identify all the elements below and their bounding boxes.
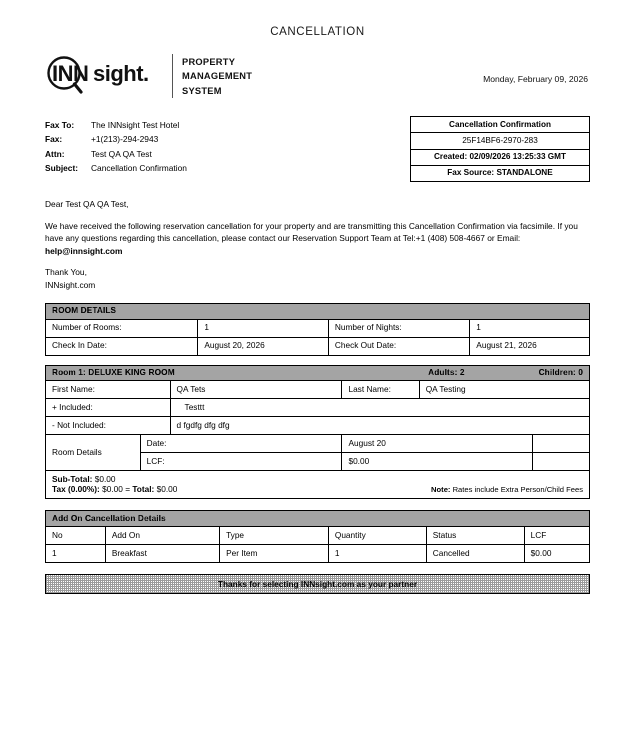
check-in-date-value: August 20, 2026 xyxy=(198,337,329,355)
room-totals-row xyxy=(46,471,590,499)
table-row xyxy=(46,381,590,399)
fax-attn-label: Attn: xyxy=(45,148,65,159)
room-totals-cell xyxy=(46,471,590,499)
fax-to-label: Fax To: xyxy=(45,120,75,130)
room-totals-amounts xyxy=(52,475,177,495)
fax-to-value: The INNsight Test Hotel xyxy=(91,120,180,130)
confirmation-number: 25F14BF6-2970-283 xyxy=(411,133,589,149)
footer-banner: Thanks for selecting INNsight.com as your partner xyxy=(45,574,590,594)
check-out-date-value: August 21, 2026 xyxy=(470,337,590,355)
not-included-value: d fgdfg dfg dfg xyxy=(170,417,589,435)
letter-paragraph-text: We have received the following reservation cancellation for your property and are transmitting this Cancellation Confirmation via facsimile. If you have any questions regarding this cancellation, please contact our Reservation Support Team at Tel:+1 (408) 508-4667 or Email: xyxy=(45,220,578,244)
room-heading-cell xyxy=(46,365,590,381)
support-email: help@innsight.com xyxy=(45,245,123,256)
table-row xyxy=(46,337,590,355)
confirmation-heading: Cancellation Confirmation xyxy=(411,117,589,133)
brand-tagline-line-3: SYSTEM xyxy=(182,85,222,96)
meta-row xyxy=(45,116,590,182)
total-value: $0.00 xyxy=(156,483,178,494)
masthead xyxy=(45,54,590,106)
document-date: Monday, February 09, 2026 xyxy=(483,74,588,84)
room-lcf-label: LCF: xyxy=(140,453,342,471)
addon-name: Breakfast xyxy=(105,545,219,563)
room-details-section xyxy=(45,303,590,356)
tax-label: Tax (0.00%): xyxy=(52,483,100,494)
fax-number-row xyxy=(45,132,187,146)
letter-paragraph xyxy=(45,220,590,258)
addons-col-lcf: LCF xyxy=(524,527,589,545)
brand-tagline-line-2: MANAGEMENT xyxy=(182,71,253,82)
room-lcf-value: $0.00 xyxy=(342,453,533,471)
addon-lcf: $0.00 xyxy=(524,545,589,563)
number-of-nights-label: Number of Nights: xyxy=(328,319,469,337)
tax-value: $0.00 xyxy=(102,483,123,494)
room-lcf-spacer xyxy=(533,453,590,471)
subtotal-label: Sub-Total: xyxy=(52,473,93,484)
total-label: Total: xyxy=(132,483,155,494)
addons-heading: Add On Cancellation Details xyxy=(46,511,590,527)
addon-status: Cancelled xyxy=(426,545,524,563)
addons-col-status: Status xyxy=(426,527,524,545)
table-row xyxy=(46,435,590,453)
fax-subject-label: Subject: xyxy=(45,163,79,174)
addons-col-quantity: Quantity xyxy=(328,527,426,545)
fax-details xyxy=(45,116,187,176)
room-table xyxy=(45,365,590,500)
check-out-date-label: Check Out Date: xyxy=(328,337,469,355)
svg-text:sight.: sight. xyxy=(93,61,149,86)
rates-note-label: Note: xyxy=(431,484,451,494)
last-name-label: Last Name: xyxy=(342,381,419,399)
last-name-value: QA Testing xyxy=(419,381,589,399)
rates-note-text: Rates include Extra Person/Child Fees xyxy=(452,484,583,494)
subtotal-value: $0.00 xyxy=(94,473,116,484)
brand-logo xyxy=(45,54,252,98)
fax-number-label: Fax: xyxy=(45,134,63,145)
addons-table xyxy=(45,510,590,563)
room-header-row xyxy=(46,365,590,381)
room-date-value: August 20 xyxy=(342,435,533,453)
brand-tagline xyxy=(182,54,252,97)
addons-col-no: No xyxy=(46,527,106,545)
brand-tagline-line-1: PROPERTY xyxy=(182,57,236,68)
equals-sign: = xyxy=(125,483,133,494)
confirmation-fax-source: Fax Source: STANDALONE xyxy=(447,168,553,178)
letter-closing: Thank You, xyxy=(45,267,87,278)
room-heading: Room 1: DELUXE KING ROOM xyxy=(52,367,175,378)
addon-quantity: 1 xyxy=(328,545,426,563)
first-name-label: First Name: xyxy=(46,381,171,399)
innsight-logo-icon xyxy=(45,54,163,98)
room-adults: Adults: 2 xyxy=(428,367,465,378)
room-date-label: Date: xyxy=(140,435,342,453)
room-section xyxy=(45,365,590,500)
fax-attn-value: Test QA QA Test xyxy=(91,148,152,159)
room-children: Children: 0 xyxy=(538,367,583,378)
included-value: Testtt xyxy=(170,399,589,417)
innsight-wordmark-icon xyxy=(45,54,163,98)
tax-total-line xyxy=(52,485,177,495)
addon-no: 1 xyxy=(46,545,106,563)
addons-col-addon: Add On xyxy=(105,527,219,545)
fax-number-value: +1(213)-294-2943 xyxy=(91,134,159,145)
addons-section xyxy=(45,510,590,563)
confirmation-box xyxy=(410,116,590,182)
table-row xyxy=(46,417,590,435)
room-details-heading: ROOM DETAILS xyxy=(46,303,590,319)
brand-divider xyxy=(172,54,173,98)
confirmation-created: Created: 02/09/2026 13:25:33 GMT xyxy=(411,150,589,166)
included-label: + Included: xyxy=(46,399,171,417)
check-in-date-label: Check In Date: xyxy=(46,337,198,355)
fax-subject-value: Cancellation Confirmation xyxy=(91,163,187,174)
first-name-value: QA Tets xyxy=(170,381,342,399)
letter-signature xyxy=(45,266,590,291)
svg-text:INN: INN xyxy=(52,61,89,86)
table-row xyxy=(46,319,590,337)
addons-header-row xyxy=(46,511,590,527)
rates-note xyxy=(431,485,583,495)
fax-to-row xyxy=(45,118,187,132)
room-details-header-row xyxy=(46,303,590,319)
letter-salutation: Dear Test QA QA Test, xyxy=(45,199,129,209)
page-title: CANCELLATION xyxy=(270,26,365,38)
number-of-rooms-value: 1 xyxy=(198,319,329,337)
fax-subject-row xyxy=(45,161,187,175)
room-details-label: Room Details xyxy=(46,435,141,471)
letter-signature-name: INNsight.com xyxy=(45,280,96,291)
letter-body xyxy=(45,198,590,292)
number-of-nights-value: 1 xyxy=(470,319,590,337)
addons-col-type: Type xyxy=(220,527,329,545)
table-row xyxy=(46,399,590,417)
addons-column-header-row xyxy=(46,527,590,545)
table-row xyxy=(46,545,590,563)
addon-type: Per Item xyxy=(220,545,329,563)
room-date-spacer xyxy=(533,435,590,453)
number-of-rooms-label: Number of Rooms: xyxy=(46,319,198,337)
fax-attn-row xyxy=(45,147,187,161)
room-details-table xyxy=(45,303,590,356)
not-included-label: - Not Included: xyxy=(46,417,171,435)
